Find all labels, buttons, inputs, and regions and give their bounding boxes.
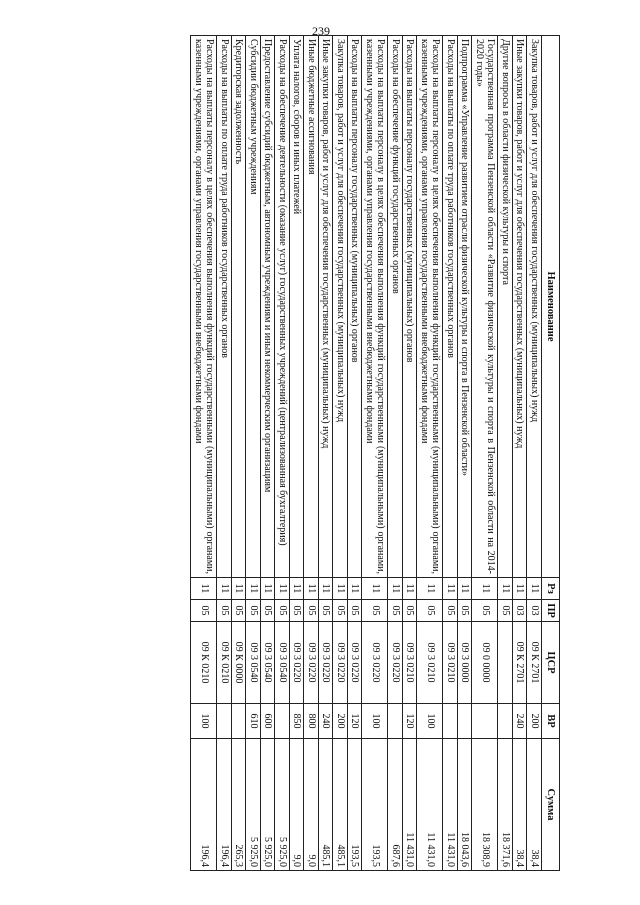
cell-vr: 800 (304, 704, 319, 739)
cell-name: Расходы на обеспечение деятельности (оказание услуг) государственных учреждений (централизованная бухгалтерия) (275, 36, 290, 578)
cell-rz: 11 (443, 578, 458, 600)
table-row (527, 36, 542, 871)
cell-sum: 265,3 (232, 739, 247, 871)
cell-pr: 03 (527, 600, 542, 622)
cell-name: Иные закупки товаров, работ и услуг для обеспечения государственных (муниципальных) нужд (513, 36, 528, 578)
cell-sum: 9,0 (304, 739, 319, 871)
table-header-row (542, 36, 560, 871)
cell-csr: 09 3 0220 (304, 622, 319, 704)
table-row (458, 36, 473, 871)
cell-vr: 240 (513, 704, 528, 739)
cell-vr (443, 704, 458, 739)
cell-rz: 11 (333, 578, 348, 600)
cell-rz: 11 (348, 578, 363, 600)
cell-sum: 5 925,0 (246, 739, 261, 871)
cell-csr: 09 К 0210 (217, 622, 232, 704)
header-csr: ЦСР (542, 622, 560, 704)
cell-sum: 687,6 (388, 739, 403, 871)
cell-pr: 03 (513, 600, 528, 622)
table-row (333, 36, 348, 871)
cell-sum: 196,4 (217, 739, 232, 871)
page-number: 239 (312, 24, 330, 38)
cell-pr: 05 (304, 600, 319, 622)
cell-rz: 11 (388, 578, 403, 600)
cell-csr: 09 К 0000 (232, 622, 247, 704)
cell-rz: 11 (362, 578, 388, 600)
cell-vr: 850 (290, 704, 305, 739)
cell-csr: 09 3 0220 (362, 622, 388, 704)
table-body (191, 36, 542, 871)
header-sum: Сумма (542, 739, 560, 871)
cell-name: Другие вопросы в области физической культуры и спорта (498, 36, 513, 578)
table-row (290, 36, 305, 871)
cell-csr: 09 0 0000 (472, 622, 498, 704)
cell-pr: 05 (333, 600, 348, 622)
cell-csr: 09 3 0540 (246, 622, 261, 704)
cell-pr: 05 (443, 600, 458, 622)
cell-vr: 600 (261, 704, 276, 739)
cell-name: Государственная программа Пензенской области «Развитие физической культуры и спорта в Пензенской области на 2014-2020 годы» (472, 36, 498, 578)
cell-csr: 09 3 0000 (458, 622, 473, 704)
table-row (275, 36, 290, 871)
cell-pr: 05 (362, 600, 388, 622)
cell-rz: 11 (232, 578, 247, 600)
cell-pr: 05 (498, 600, 513, 622)
cell-csr: 09 3 0540 (261, 622, 276, 704)
cell-csr (498, 622, 513, 704)
cell-sum: 485,1 (319, 739, 334, 871)
table-row (417, 36, 443, 871)
cell-sum: 196,4 (191, 739, 217, 871)
cell-name: Субсидии бюджетным учреждениям (246, 36, 261, 578)
table-row (498, 36, 513, 871)
cell-vr: 100 (362, 704, 388, 739)
cell-sum: 18 043,6 (458, 739, 473, 871)
cell-name: Расходы на выплаты персоналу государственных (муниципальных) органов (348, 36, 363, 578)
cell-rz: 11 (290, 578, 305, 600)
cell-csr: 09 3 0220 (290, 622, 305, 704)
cell-sum: 18 308,9 (472, 739, 498, 871)
table-row (348, 36, 363, 871)
table-row (513, 36, 528, 871)
cell-pr: 05 (417, 600, 443, 622)
cell-pr: 05 (261, 600, 276, 622)
cell-name: Закупка товаров, работ и услуг для обеспечения государственных (муниципальных) нужд (333, 36, 348, 578)
cell-rz: 11 (472, 578, 498, 600)
cell-pr: 05 (403, 600, 418, 622)
cell-name: Расходы на обеспечение функций государственных органов (388, 36, 403, 578)
cell-name: Расходы на выплаты персоналу в целях обеспечения выполнения функций государственными (муниципальными) органами, казенными учреждениями, органами управления государственными внебюджетными фондами (362, 36, 388, 578)
table-row (191, 36, 217, 871)
cell-vr (232, 704, 247, 739)
table-row (261, 36, 276, 871)
cell-sum: 11 431,0 (443, 739, 458, 871)
cell-rz: 11 (261, 578, 276, 600)
cell-pr: 05 (191, 600, 217, 622)
cell-rz: 11 (217, 578, 232, 600)
table-row (232, 36, 247, 871)
cell-csr: 09 3 0220 (333, 622, 348, 704)
cell-name: Расходы на выплаты персоналу в целях обеспечения выполнения функций государственными (муниципальными) органами, казенными учреждениями, органами управления государственными внебюджетными фондами (191, 36, 217, 578)
table-row (246, 36, 261, 871)
cell-pr: 05 (290, 600, 305, 622)
header-name: Наименование (542, 36, 560, 578)
cell-vr: 200 (333, 704, 348, 739)
cell-rz: 11 (513, 578, 528, 600)
cell-sum: 5 925,0 (275, 739, 290, 871)
cell-rz: 11 (527, 578, 542, 600)
cell-pr: 05 (348, 600, 363, 622)
cell-csr: 09 К 2701 (527, 622, 542, 704)
cell-rz: 11 (246, 578, 261, 600)
cell-csr: 09 3 0210 (417, 622, 443, 704)
budget-table (191, 35, 561, 871)
cell-rz: 11 (191, 578, 217, 600)
cell-pr: 05 (388, 600, 403, 622)
cell-name: Иные закупки товаров, работ и услуг для обеспечения государственных (муниципальных) нужд (319, 36, 334, 578)
cell-rz: 11 (319, 578, 334, 600)
cell-vr: 100 (191, 704, 217, 739)
cell-csr: 09 3 0210 (403, 622, 418, 704)
cell-pr: 05 (232, 600, 247, 622)
cell-sum: 193,5 (362, 739, 388, 871)
cell-pr: 05 (275, 600, 290, 622)
cell-csr: 09 3 0220 (348, 622, 363, 704)
cell-vr: 100 (417, 704, 443, 739)
cell-csr: 09 К 2701 (513, 622, 528, 704)
cell-name: Расходы на выплаты персоналу государственных (муниципальных) органов (403, 36, 418, 578)
cell-sum: 9,0 (290, 739, 305, 871)
cell-name: Уплата налогов, сборов и иных платежей (290, 36, 305, 578)
cell-csr: 09 3 0210 (443, 622, 458, 704)
cell-vr (498, 704, 513, 739)
header-vr: ВР (542, 704, 560, 739)
cell-pr: 05 (246, 600, 261, 622)
cell-rz: 11 (417, 578, 443, 600)
table-row (217, 36, 232, 871)
cell-sum: 38,4 (527, 739, 542, 871)
cell-name: Расходы на выплаты по оплате труда работников государственных органов (443, 36, 458, 578)
cell-rz: 11 (275, 578, 290, 600)
cell-vr: 120 (403, 704, 418, 739)
cell-vr: 610 (246, 704, 261, 739)
table-row (388, 36, 403, 871)
cell-pr: 05 (458, 600, 473, 622)
cell-csr: 09 3 0540 (275, 622, 290, 704)
header-pr: ПР (542, 600, 560, 622)
cell-vr: 200 (527, 704, 542, 739)
cell-rz: 11 (498, 578, 513, 600)
cell-csr: 09 3 0220 (388, 622, 403, 704)
cell-vr (388, 704, 403, 739)
cell-sum: 18 371,6 (498, 739, 513, 871)
table-row (472, 36, 498, 871)
cell-name: Подпрограмма «Управление развитием отрасли физической культуры и спорта в Пензенской области» (458, 36, 473, 578)
cell-sum: 38,4 (513, 739, 528, 871)
cell-sum: 5 925,0 (261, 739, 276, 871)
cell-name: Иные бюджетные ассигнования (304, 36, 319, 578)
cell-pr: 05 (217, 600, 232, 622)
cell-vr (275, 704, 290, 739)
cell-pr: 05 (319, 600, 334, 622)
table-row (304, 36, 319, 871)
cell-pr: 05 (472, 600, 498, 622)
cell-name: Закупка товаров, работ и услуг для обеспечения государственных (муниципальных) нужд (527, 36, 542, 578)
cell-rz: 11 (304, 578, 319, 600)
table-row (362, 36, 388, 871)
cell-name: Расходы на выплаты персоналу в целях обеспечения выполнения функций государственными (муниципальными) органами, казенными учреждениями, органами управления государственными внебюджетными фондами (417, 36, 443, 578)
cell-name: Расходы на выплаты по оплате труда работников государственных органов (217, 36, 232, 578)
cell-csr: 09 К 0210 (191, 622, 217, 704)
cell-sum: 485,1 (333, 739, 348, 871)
cell-sum: 11 431,0 (417, 739, 443, 871)
table-row (403, 36, 418, 871)
table-row (443, 36, 458, 871)
cell-rz: 11 (458, 578, 473, 600)
cell-vr (472, 704, 498, 739)
cell-sum: 11 431,0 (403, 739, 418, 871)
table-row (319, 36, 334, 871)
cell-name: Кредиторская задолженность (232, 36, 247, 578)
cell-rz: 11 (403, 578, 418, 600)
cell-vr: 240 (319, 704, 334, 739)
cell-vr (458, 704, 473, 739)
cell-vr (217, 704, 232, 739)
cell-sum: 193,5 (348, 739, 363, 871)
cell-name: Предоставление субсидий бюджетным, автономным учреждениям и иным некоммерческим организациям (261, 36, 276, 578)
header-rz: Рз (542, 578, 560, 600)
cell-vr: 120 (348, 704, 363, 739)
cell-csr: 09 3 0220 (319, 622, 334, 704)
